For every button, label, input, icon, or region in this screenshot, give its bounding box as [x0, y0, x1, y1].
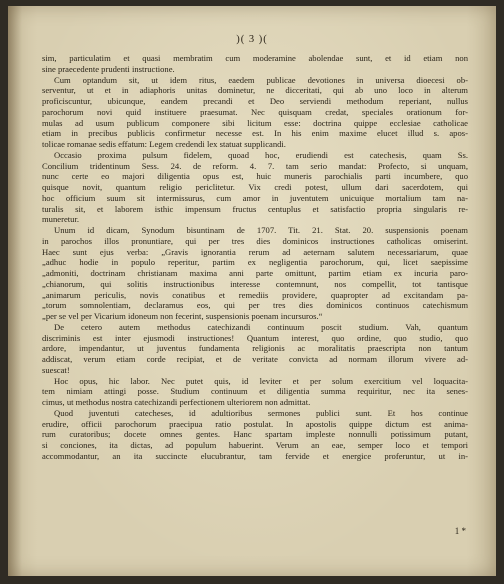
text-line: ardore, impendantur, ut juventus fundamenta religionis ac moralitatis praescripta non tantum: [42, 343, 468, 354]
text-line: sine praecedente prudenti instructione.: [42, 63, 175, 74]
text-line: hoc officium suum sit intermissurus, cum amor in juventutem unicuique mortalium tam na-: [42, 192, 468, 203]
text-line: Occasio proxima pulsum fidelem, quoad hoc, erudiendi est catechesis, quam Ss.: [54, 149, 468, 160]
text-line: proficiscuntur, ubicunque, eandem precandi et Deo serviendi methodum reperiant, nullus: [42, 96, 468, 106]
book-page: [8, 6, 496, 576]
text-line: muneretur.: [42, 214, 79, 225]
text-line: „chianorum, qui solitis instructionibus interesse contemnunt, nos compellit, tot tantisque: [42, 278, 468, 289]
text-line: Concilium tridentinum Sess. 24. de reform. 4. 7. tam serio mandat: Profecto, si unquam,: [42, 160, 468, 171]
text-line: Hoc opus, hic labor. Nec putet quis, id leviter et per solum exercitium vel loquacita-: [54, 375, 468, 386]
text-line: discriminis est inter ejusmodi instructiones! Quantum interest, quo ordine, quo studio, quo: [42, 332, 468, 343]
text-line: turalis sit, et laborem isthic impensum fructus centuplus et satisfactio propria singularis re-: [42, 203, 468, 214]
text-line: Cum optandum sit, ut idem ritus, eaedem publicae devotiones in universa dioecesi ob-: [54, 74, 468, 85]
text-line: erudire, officii parochorum praecipua ratio postulat. In apostolis quippe dictum est anima-: [42, 418, 468, 429]
text-line: Haec sunt ejus verba: „Gravis ignorantia rerum ad aeternam salutem necessariarum, quae: [42, 246, 468, 257]
text-line: „admoniti, doctrinam christianam maxima anni parte omittunt, partim etiam ex incuria paro-: [42, 268, 468, 278]
text-line: tolicae romanae sedis effatum: Legem credendi lex statuat supplicandi.: [42, 139, 286, 149]
text-line: quisque novit, quantum religio periclitetur. Vix credi potest, ullum dari sacerdotem, qui: [42, 182, 468, 192]
text-line: „per se vel per Vicarium idoneum non fecerint, suspensionis poenam incursuros.“: [42, 311, 323, 321]
text-line: accommodantur, an ita succincte elucubrantur, tam fervide et energice proferuntur, ut in-: [42, 450, 468, 461]
text-line: sim, particulatim et quasi membratim cum moderamine abolendae sunt, et id etiam non: [42, 53, 468, 63]
text-line: „adhuc hodie in populo reperitur, partim ex negligentia parochorum, qui, licet saepissime: [42, 257, 468, 268]
text-line: etiam in precibus publicis confirmetur necesse est. In his enim maxime elucet illud s. apos-: [42, 128, 468, 139]
text-line: suescat!: [42, 364, 70, 375]
text-line: mulas ad usum publicum componere sibi licitum esse: doctrina quippe ecclesiae catholicae: [42, 117, 468, 128]
text-line: tem nimiam attingi posse. Studium continuum et diligentia summa requiritur, nec ita senes-: [42, 386, 468, 397]
page-gutter-shadow: [8, 6, 22, 576]
text-line: parochorum novi quid instituere praesumat. Nec quisquam credat, speciales orationum for-: [42, 106, 468, 117]
text-line: in parochos illos pronuntiare, qui per tres dies dominicos instructiones catholicas omiserint.: [42, 235, 468, 246]
text-line: Unum id dicam, Synodum bisuntinam de 1707. Tit. 21. Stat. 20. suspensionis poenam: [54, 225, 468, 235]
text-line: cimus, ut methodus nostra catechizandi perfectionem ulteriorem non admittat.: [42, 397, 311, 407]
text-line: „torum somnolentiam, declaramus eos, qui per tres dies dominicos continuos catechismum: [42, 300, 468, 311]
text-line: addiscat, verum etiam corde recipiat, et de veritate convicta ad normam illorum vivere ad-: [42, 354, 468, 364]
text-line: Quod juventuti catecheses, id adultioribus sermones publici sunt. Et hos continue: [54, 407, 468, 418]
body-text: [42, 53, 468, 462]
text-line: serventur, ut et in adiaphoris unitas dominetur, ne dicceritati, qui ab uno loco in alterum: [42, 85, 468, 96]
text-line: De cetero autem methodus catechizandi continuum poscit studium. Vah, quantum: [54, 321, 468, 332]
text-line: nunc certe eo majori diligentia opus est, huic muneris parochialis parti incumbere, quo: [42, 171, 468, 182]
text-line: si conciones, ita dictas, ad populum habuerint. Verum an eae, semper loco et tempori: [42, 440, 468, 450]
signature-mark: 1 *: [454, 526, 466, 536]
page-number: )( 3 )(: [236, 34, 268, 45]
text-line: „animarum periculis, novis conatibus et remediis providere, quapropter ad excitandam pa-: [42, 289, 468, 300]
text-line: rum curatoribus; docete omnes gentes. Hanc spartam impleste nonnulli potissimum putant,: [42, 429, 468, 440]
